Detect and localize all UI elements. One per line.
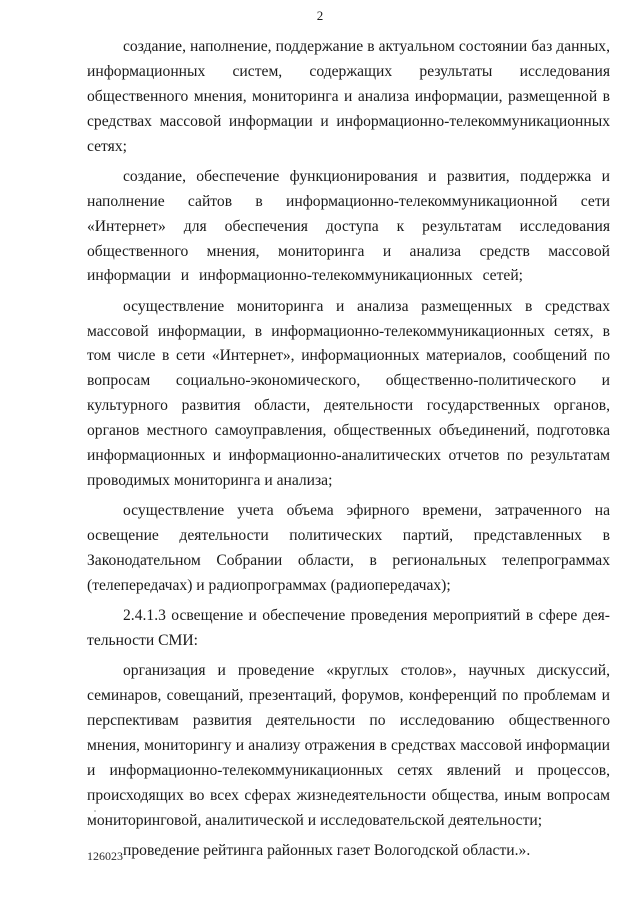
- document-code: 126023: [87, 849, 123, 863]
- paragraph-websites: создание, обеспечение функционирования и развития, поддержка и наполнение сайтов в информационно-телекоммуникационной сети «Интернет» для обеспечения доступа к результатам исследования общественного мнения, мониторинга и анализа средств массовой информации и информационно-телекоммуникационных сетей;: [87, 167, 610, 285]
- paragraph-section-heading: 2.4.1.3 освещение и обеспечение проведения мероприятий в сфере деятельности СМИ:: [87, 607, 610, 650]
- paragraph-rating: проведение рейтинга районных газет Вологодской области.».: [123, 841, 531, 859]
- paragraph-databases: создание, наполнение, поддержание в актуальном состоянии баз данных, информационных систем, содержащих результаты исследования общественного мнения, мониторинга и анализа информации, размещенной в средствах массовой информации и информационно-телекоммуникационных сетях;: [87, 38, 610, 155]
- document-body: [87, 35, 610, 864]
- paragraph-airtime: осуществление учета объема эфирного времени, затраченного на освещение деятельности политических партий, представленных в Законодательном Собрании области, в региональных телепрограммах (телепередачах) и радиопрограммах (радиопередачах);: [87, 502, 610, 594]
- paragraph-events: организация и проведение «круглых столов», научных дискуссий, семинаров, совещаний, презентаций, форумов, конференций по проблемам и перспективам развития деятельности по исследованию общественного мнения, мониторингу и анализу отражения в средствах массовой информации и информационно-телекоммуникационных сетях явлений и процессов, происходящих во всех сферах жизнедеятельности общества, иным вопросам мониторинговой, аналитической и исследовательской деятельности;: [87, 662, 610, 829]
- paragraph-monitoring: осуществление мониторинга и анализа размещенных в средствах массовой информации, в информационно-телекоммуникационных сетях, в том числе в сети «Интернет», информационных материалов, сообщений по вопросам социально-экономического, общественно-политического и культурного развития области, деятельности государственных органов, органов местного самоуправления, общественных объединений, подготовка информационных и информационно-аналитических отчетов по результатам проводимых мониторинга и анализа;: [87, 297, 610, 489]
- page-number: 2: [316, 8, 324, 23]
- scan-speck: [94, 810, 96, 812]
